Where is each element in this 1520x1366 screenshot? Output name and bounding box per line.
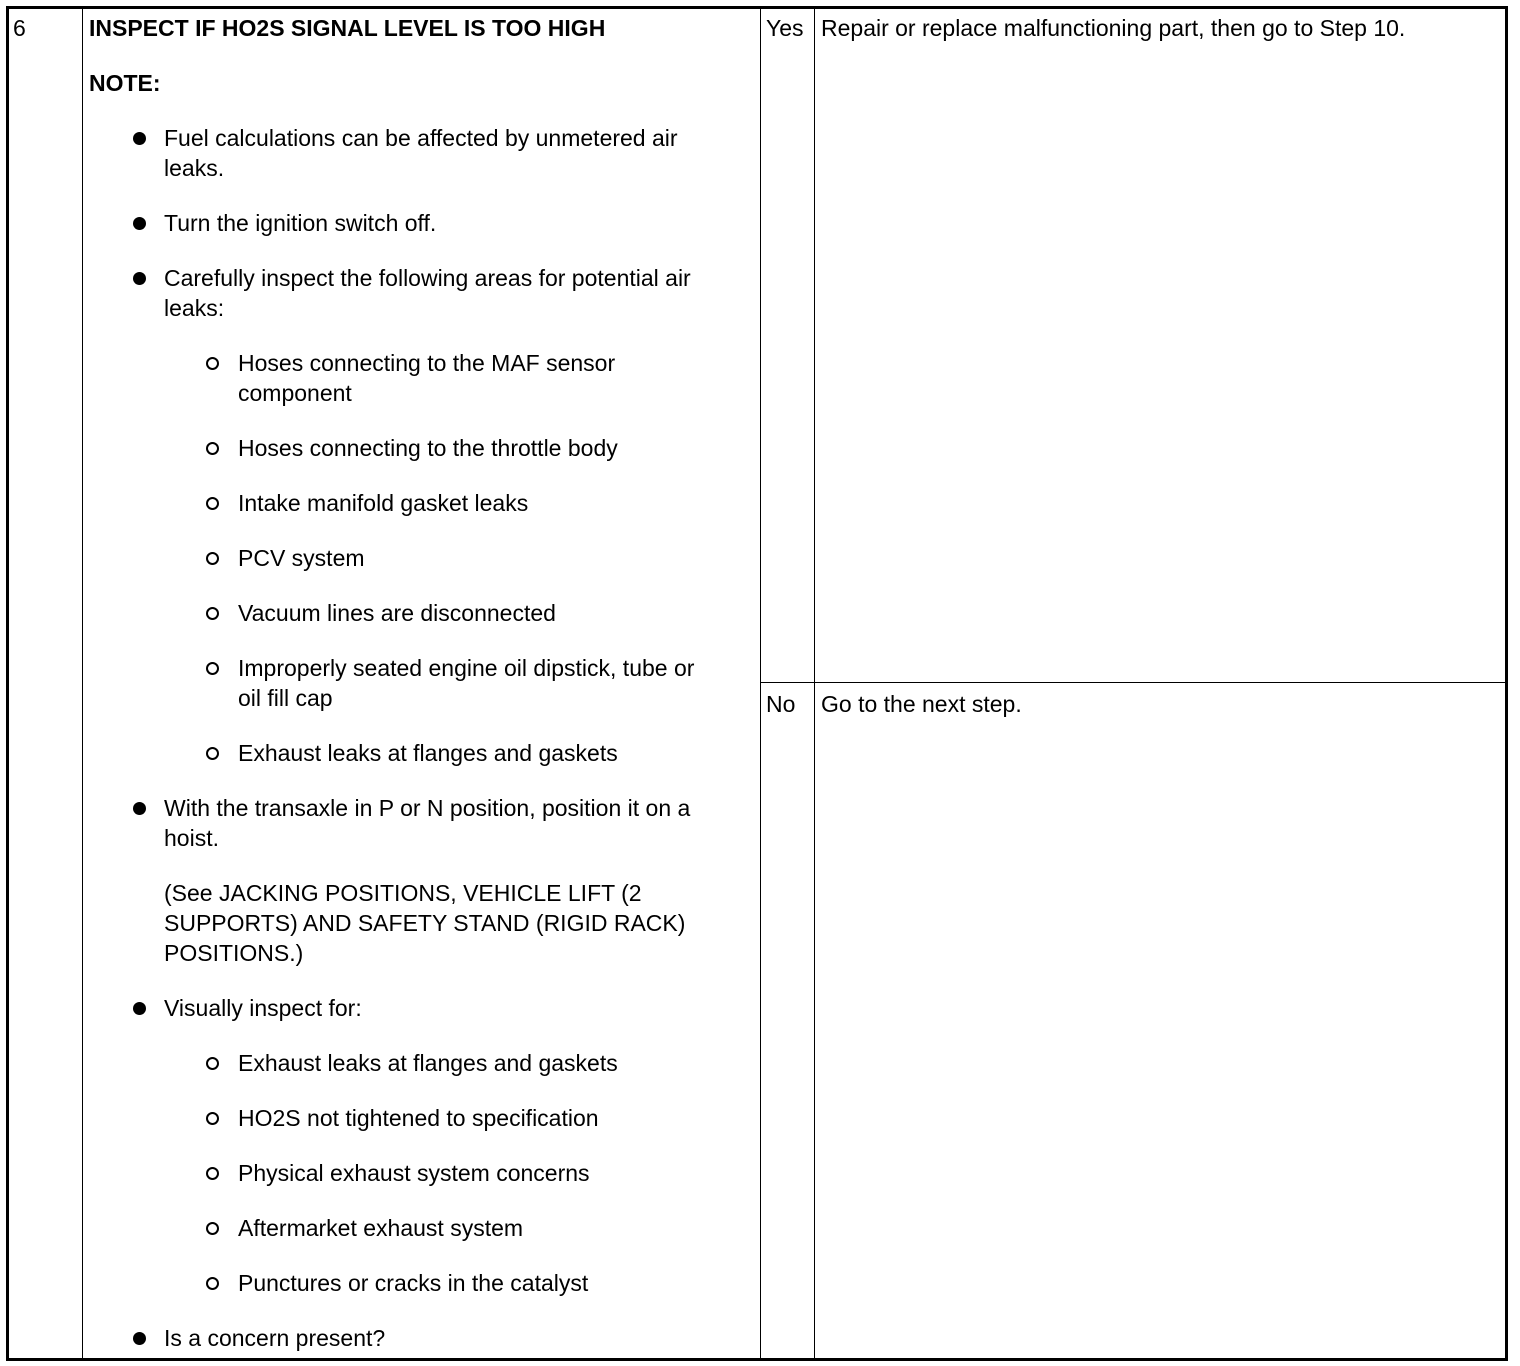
sub-bullet-ring xyxy=(206,1222,219,1235)
column-divider-action xyxy=(814,9,815,1358)
bullet-concern-question: Is a concern present? xyxy=(164,1325,386,1351)
bullet-dot xyxy=(133,132,146,145)
sub-item-vacuum-lines: Vacuum lines are disconnected xyxy=(238,600,556,626)
bullet-dot xyxy=(133,272,146,285)
bullet-ignition-off: Turn the ignition switch off. xyxy=(164,210,437,236)
sub-bullet-ring xyxy=(206,662,219,675)
step-number: 6 xyxy=(13,15,26,41)
sub-item-aftermarket-exhaust: Aftermarket exhaust system xyxy=(238,1215,524,1241)
sub-item-exhaust-leaks: Exhaust leaks at flanges and gaskets xyxy=(238,740,618,766)
bullet-fuel-calculations: Fuel calculations can be affected by unmetered air leaks. xyxy=(164,125,678,181)
column-divider-step xyxy=(82,9,83,1358)
sub-item-pcv: PCV system xyxy=(238,545,365,571)
sub-item-oil-dipstick: Improperly seated engine oil dipstick, tube or oil fill cap xyxy=(238,655,695,711)
sub-item-ho2s-torque: HO2S not tightened to specification xyxy=(238,1105,599,1131)
sub-bullet-ring xyxy=(206,747,219,760)
sub-item-throttle-hoses: Hoses connecting to the throttle body xyxy=(238,435,618,461)
sub-item-intake-gasket: Intake manifold gasket leaks xyxy=(238,490,529,516)
sub-item-catalyst-cracks: Punctures or cracks in the catalyst xyxy=(238,1270,589,1296)
sub-bullet-ring xyxy=(206,1277,219,1290)
answer-no-action: Go to the next step. xyxy=(821,691,1022,717)
bullet-inspect-air-leaks: Carefully inspect the following areas for potential air leaks: xyxy=(164,265,691,321)
sub-bullet-ring xyxy=(206,552,219,565)
bullet-transaxle-hoist: With the transaxle in P or N position, position it on a hoist. xyxy=(164,795,691,851)
answer-no-label: No xyxy=(766,691,796,717)
bullet-dot xyxy=(133,1332,146,1345)
column-divider-answer xyxy=(760,9,761,1358)
jacking-positions-reference: (See JACKING POSITIONS, VEHICLE LIFT (2 SUPPORTS) AND SAFETY STAND (RIGID RACK) POSITIONS.) xyxy=(164,880,686,966)
sub-bullet-ring xyxy=(206,1112,219,1125)
note-label: NOTE: xyxy=(89,70,161,96)
answer-yes-label: Yes xyxy=(766,15,804,41)
sub-item-maf-hoses: Hoses connecting to the MAF sensor component xyxy=(238,350,616,406)
sub-bullet-ring xyxy=(206,497,219,510)
bullet-dot xyxy=(133,217,146,230)
sub-bullet-ring xyxy=(206,357,219,370)
sub-bullet-ring xyxy=(206,607,219,620)
step-title: INSPECT IF HO2S SIGNAL LEVEL IS TOO HIGH xyxy=(89,15,606,41)
sub-item-physical-concerns: Physical exhaust system concerns xyxy=(238,1160,590,1186)
bullet-visually-inspect: Visually inspect for: xyxy=(164,995,362,1021)
sub-item-exhaust-flanges: Exhaust leaks at flanges and gaskets xyxy=(238,1050,618,1076)
sub-bullet-ring xyxy=(206,442,219,455)
bullet-dot xyxy=(133,802,146,815)
bullet-dot xyxy=(133,1002,146,1015)
sub-bullet-ring xyxy=(206,1057,219,1070)
answer-yes-action: Repair or replace malfunctioning part, then go to Step 10. xyxy=(821,15,1406,41)
sub-bullet-ring xyxy=(206,1167,219,1180)
row-divider-yes-no xyxy=(760,682,1505,683)
